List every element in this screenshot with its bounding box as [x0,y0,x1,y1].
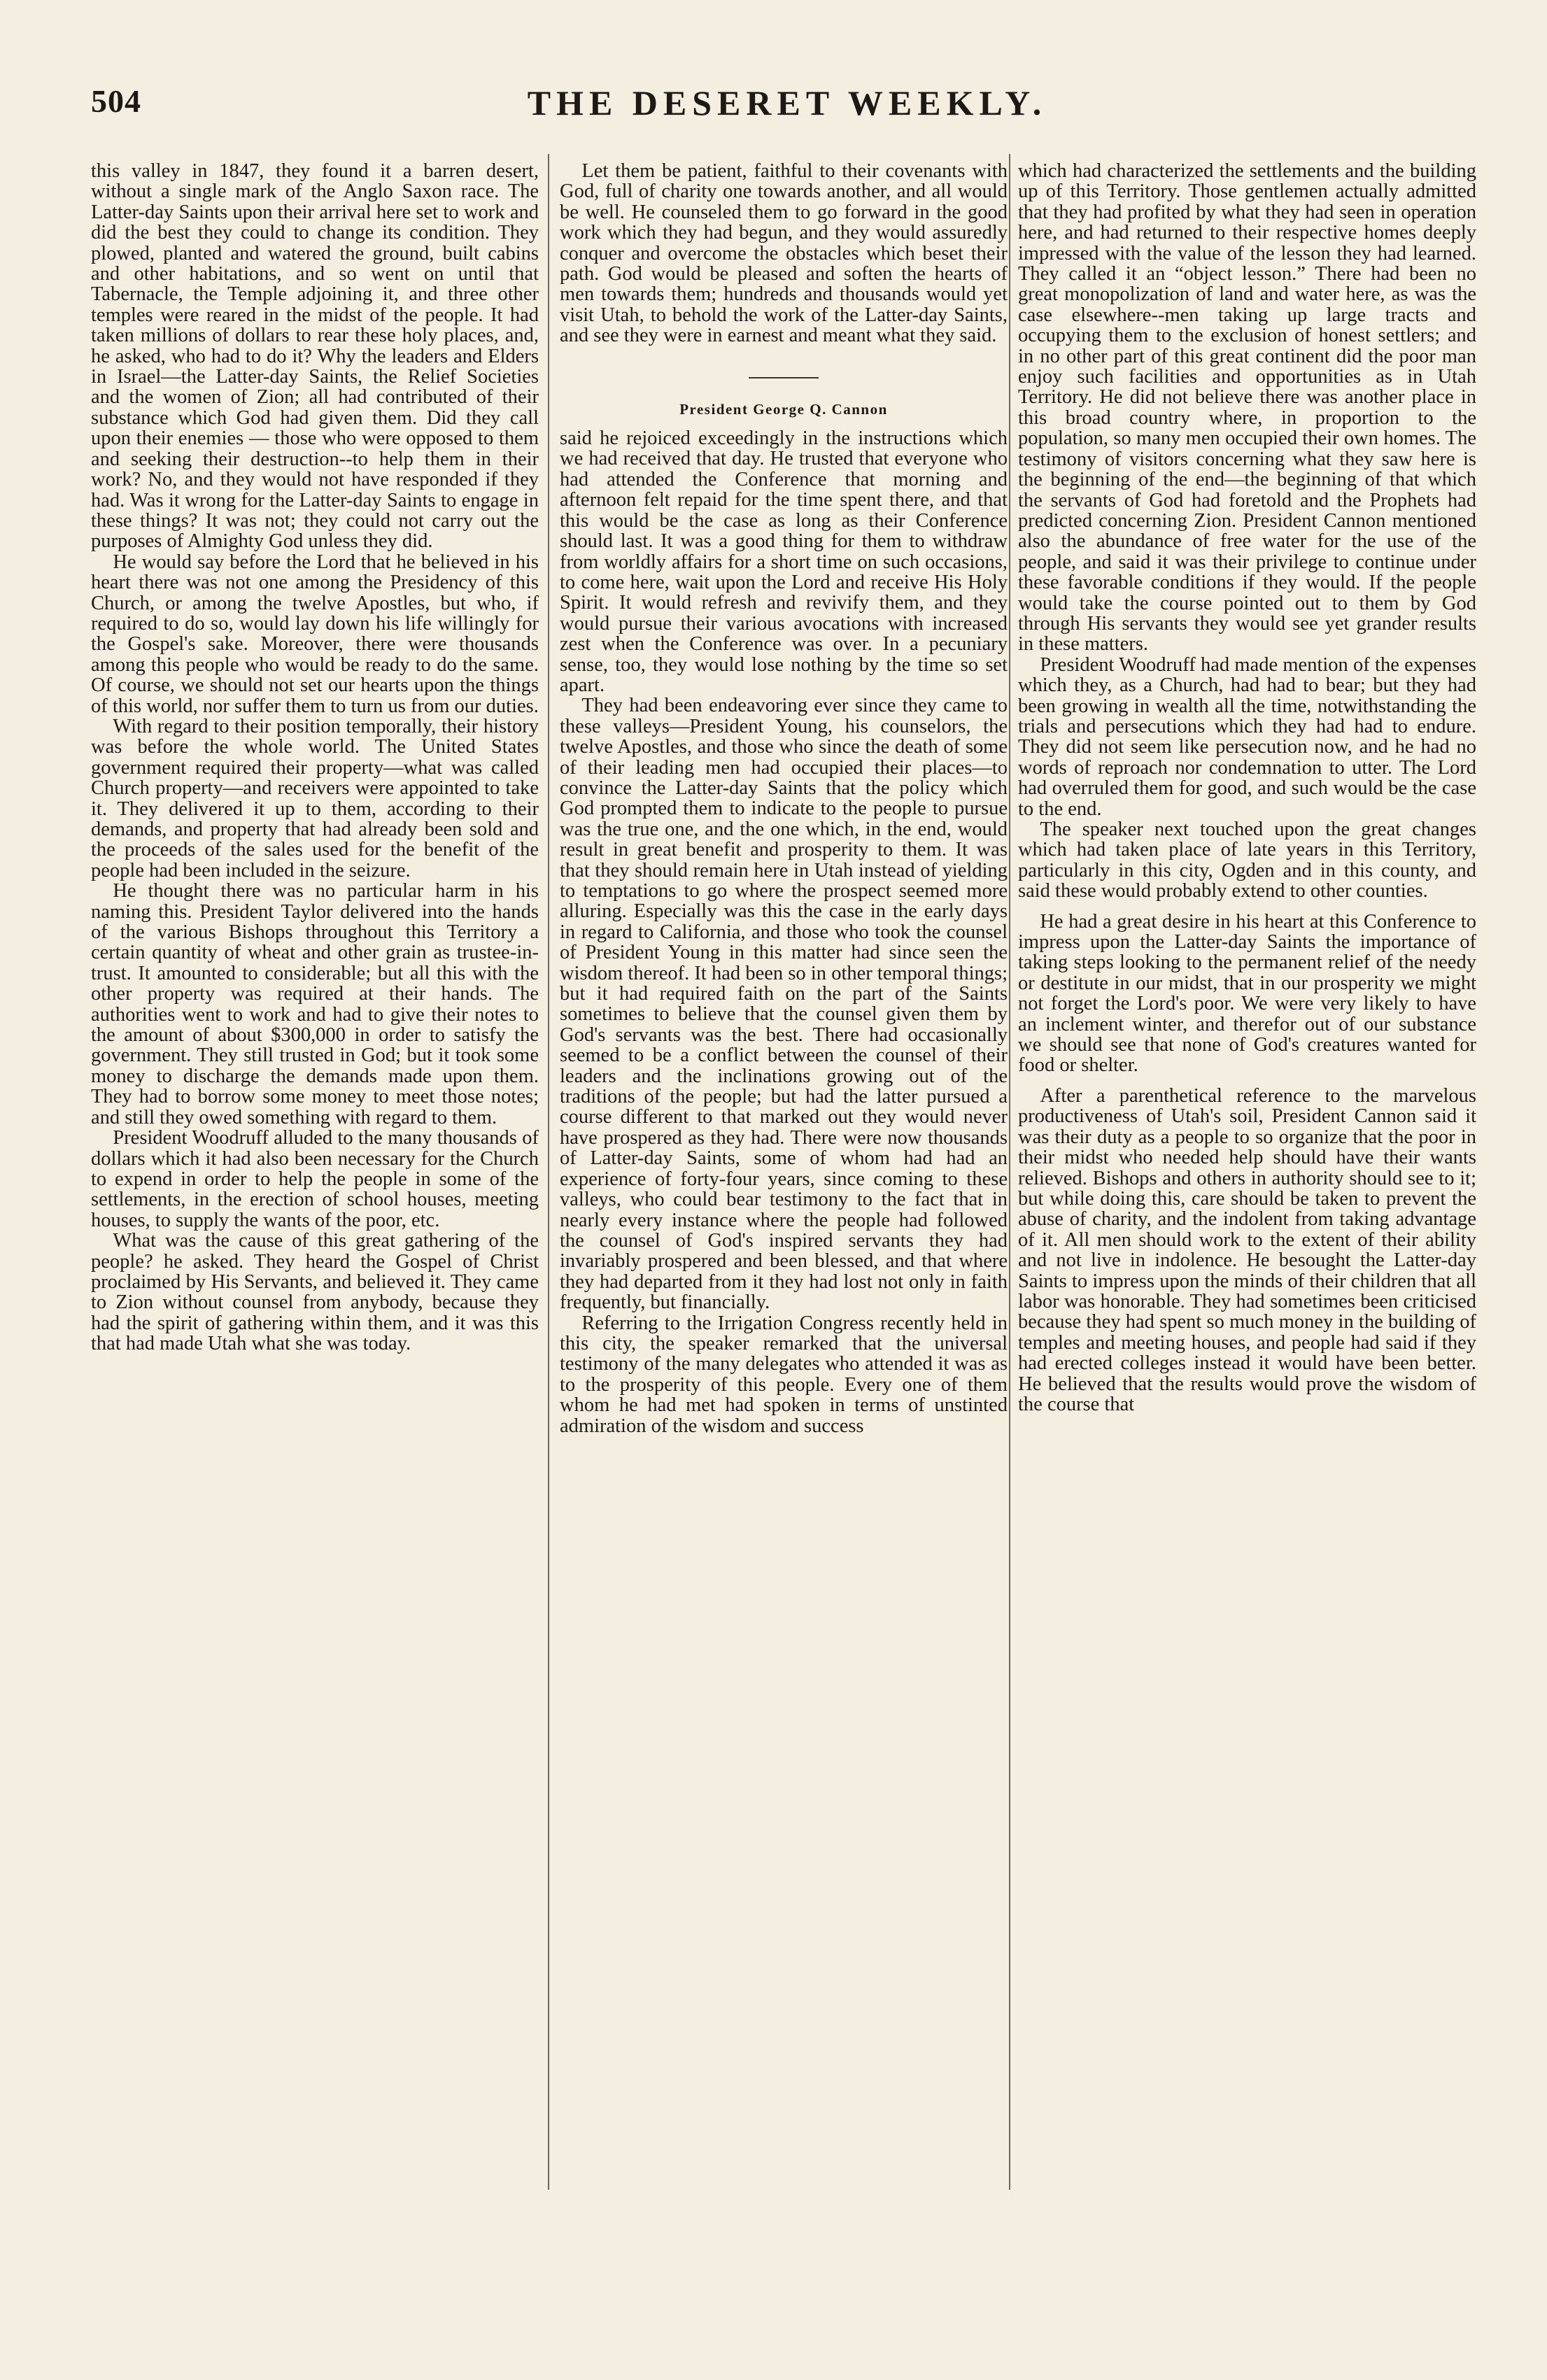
paragraph: They had been endeavoring ever since they came to these valleys—President Young, his counselors, the twelve Apostles, and those who since the death of some of their leading men had occupied their places—to convince the Latter-day Saints that the policy which God prompted them to indicate to the people to pursue was the true one, and the one which, in the end, would result in great benefit and prosperity to them. It was that they should remain here in Utah instead of yielding to temptations to go where the prospect seemed more alluring. Especially was this the case in the early days in regard to California, and those who took the counsel of President Young in this matter had since seen the wisdom thereof. It had been so in other temporal things; but it had required faith on the part of the Saints sometimes to believe that the counsel given them by God's servants was the best. There had occasionally seemed to be a conflict between the counsel of their leaders and the inclinations growing out of the traditions of the people; but had the latter pursued a course different to that marked out they would never have prospered as they had. There were now thousands of Latter-day Saints, some of whom had had an experience of forty-four years, since coming to these valleys, who could bear testimony to the fact that in nearly every instance where the people had followed the counsel of God's inspired servants they had invariably prospered and been blessed, and that where they had departed from it they had lost not only in faith frequently, but financially. [560,695,1008,1314]
column-divider [1009,154,1010,2190]
masthead-title: THE DESERET WEEKLY. [527,83,1047,122]
paragraph: Let them be patient, faithful to their covenants with God, full of charity one towards another, and all would be well. He counseled them to go forward in the good work which they had begun, and they would assuredly conquer and overcome the obstacles which beset their path. God would be pleased and soften the hearts of men towards them; hundreds and thousands would yet visit Utah, to behold the work of the Latter-day Saints, and see they were in earnest and meant what they said. [560,161,1008,347]
column-1 [91,161,539,2274]
section-divider [749,377,819,378]
paragraph: He would say before the Lord that he believed in his heart there was not one among the Presidency of this Church, or among the twelve Apostles, but who, if required to do so, would lay down his life willingly for the Gospel's sake. Moreover, there were thousands among this people who would be ready to do the same. Of course, we should not set our hearts upon the things of this world, nor suffer them to turn us from our duties. [91,551,539,717]
paragraph: said he rejoiced exceedingly in the instructions which we had received that day. He trusted that everyone who had attended the Conference that morning and afternoon felt repaid for the time spent there, and that this would be the case as long as their Conference should last. It was a good thing for them to withdraw from worldly affairs for a short time on such occasions, to come here, wait upon the Lord and receive His Holy Spirit. It would refresh and revivify them, and they would pursue their various avocations with increased zest when the Conference was over. In a pecuniary sense, too, they would lose nothing by the time so set apart. [560,427,1008,696]
column-3 [1018,161,1476,2274]
paragraph: this valley in 1847, they found it a barren desert, without a single mark of the Anglo Saxon race. The Latter-day Saints upon their arrival here set to work and did the best they could to change its condition. They plowed, planted and watered the ground, built cabins and other habitations, and so went on until that Tabernacle, the Temple adjoining it, and three other temples were reared in the midst of the people. It had taken millions of dollars to rear these holy places, and, he asked, who had to do it? Why the leaders and Elders in Israel—the Latter-day Saints, the Relief Societies and the women of Zion; all had contributed of their substance which God had given them. Did they call upon their enemies — those who were opposed to them and seeking their destruction--to help them in their work? No, and they would not have responded if they had. Was it wrong for the Latter-day Saints to engage in these things? It was not; they could not carry out the purposes of Almighty God unless they did. [91,161,539,553]
paragraph: which had characterized the settlements and the building up of this Territory. Those gentlemen actually admitted that they had profited by what they had seen in operation here, and had returned to their respective homes deeply impressed with the value of the lesson they had learned. They called it an “object lesson.” There had been no great monopolization of land and water here, as was the case elsewhere--men taking up large tracts and occupying them to the exclusion of honest settlers; and in no other part of this great continent did the poor man enjoy such facilities and opportunities as in Utah Territory. He did not believe there was another place in this broad country where, in proportion to the population, so many men occupied their own homes. The testimony of visitors concerning what they saw here is the beginning of the end—the beginning of that which the servants of God had foretold and the Prophets had predicted concerning Zion. President Cannon mentioned also the abundance of free water for the use of the people, and said it was their privilege to continue under these favorable conditions if they would. If the people would take the course pointed out to them by God through His servants they would see yet grander results in these matters. [1018,161,1476,656]
paragraph: The speaker next touched upon the great changes which had taken place of late years in this Territory, particularly in this city, Ogden and in this county, and said these would probably extend to other counties. [1018,819,1476,902]
paragraph: What was the cause of this great gathering of the people? he asked. They heard the Gospel of Christ proclaimed by His Servants, and believed it. They came to Zion without counsel from anybody, because they had the spirit of gathering within them, and it was this that had made Utah what she was today. [91,1230,539,1355]
paragraph: He thought there was no particular harm in his naming this. President Taylor delivered into the hands of the various Bishops throughout this Territory a certain quantity of wheat and other grain as trustee-in-trust. It amounted to considerable; but all this with the other property was required at their hands. The authorities went to work and had to give their notes to the amount of about $300,000 in order to satisfy the government. They still trusted in God; but it took some money to discharge the demands made upon them. They had to borrow some money to meet those notes; and still they owed something with regard to them. [91,880,539,1128]
column-divider [548,154,549,2190]
paragraph: He had a great desire in his heart at this Conference to impress upon the Latter-day Saints the importance of taking steps looking to the permanent relief of the needy or destitute in our midst, that in our prosperity we might not forget the Lord's poor. We were very likely to have an inclement winter, and therefor out of our substance we should see that none of God's creatures wanted for food or shelter. [1018,910,1476,1077]
page-header [91,83,1483,132]
page-number: 504 [91,83,141,119]
section-subhead: President George Q. Cannon [679,400,888,418]
paragraph: Referring to the Irrigation Congress recently held in this city, the speaker remarked that the universal testimony of the many delegates who attended it was as to the prosperity of this people. Every one of them whom he had met had spoken in terms of unstinted admiration of the wisdom and success [560,1312,1008,1437]
column-2 [560,161,1008,2274]
paragraph: President Woodruff had made mention of the expenses which they, as a Church, had had to bear; but they had been growing in wealth all the time, notwithstanding the trials and persecutions which they had had to endure. They did not seem like persecution now, and he had no words of reproach nor condemnation to utter. The Lord had overruled them for good, and such would be the case to the end. [1018,653,1476,820]
paragraph: With regard to their position temporally, their history was before the whole world. The United States government required their property—what was called Church property—and receivers were appointed to take it. They delivered it up to them, according to their demands, and property that had already been sold and the proceeds of the sales used for the benefit of the people had been included in the seizure. [91,715,539,881]
paragraph: After a parenthetical reference to the marvelous productiveness of Utah's soil, President Cannon said it was their duty as a people to so organize that the poor in their midst who needed help should have their wants relieved. Bishops and others in authority should see to it; but while doing this, care should be taken to prevent the abuse of charity, and the indolent from taking advantage of it. All men should work to the extent of their ability and not live in indolence. He besought the Latter-day Saints to impress upon the minds of their children that all labor was honorable. They had sometimes been criticised because they had spent so much money in the building of temples and meeting houses, and people had said if they had erected colleges instead it would have been better. He believed that the results would prove the wisdom of the course that [1018,1084,1476,1415]
paragraph: President Woodruff alluded to the many thousands of dollars which it had also been necessary for the Church to expend in order to help the people in some of the settlements, in the erection of school houses, meeting houses, to supply the wants of the poor, etc. [91,1127,539,1231]
